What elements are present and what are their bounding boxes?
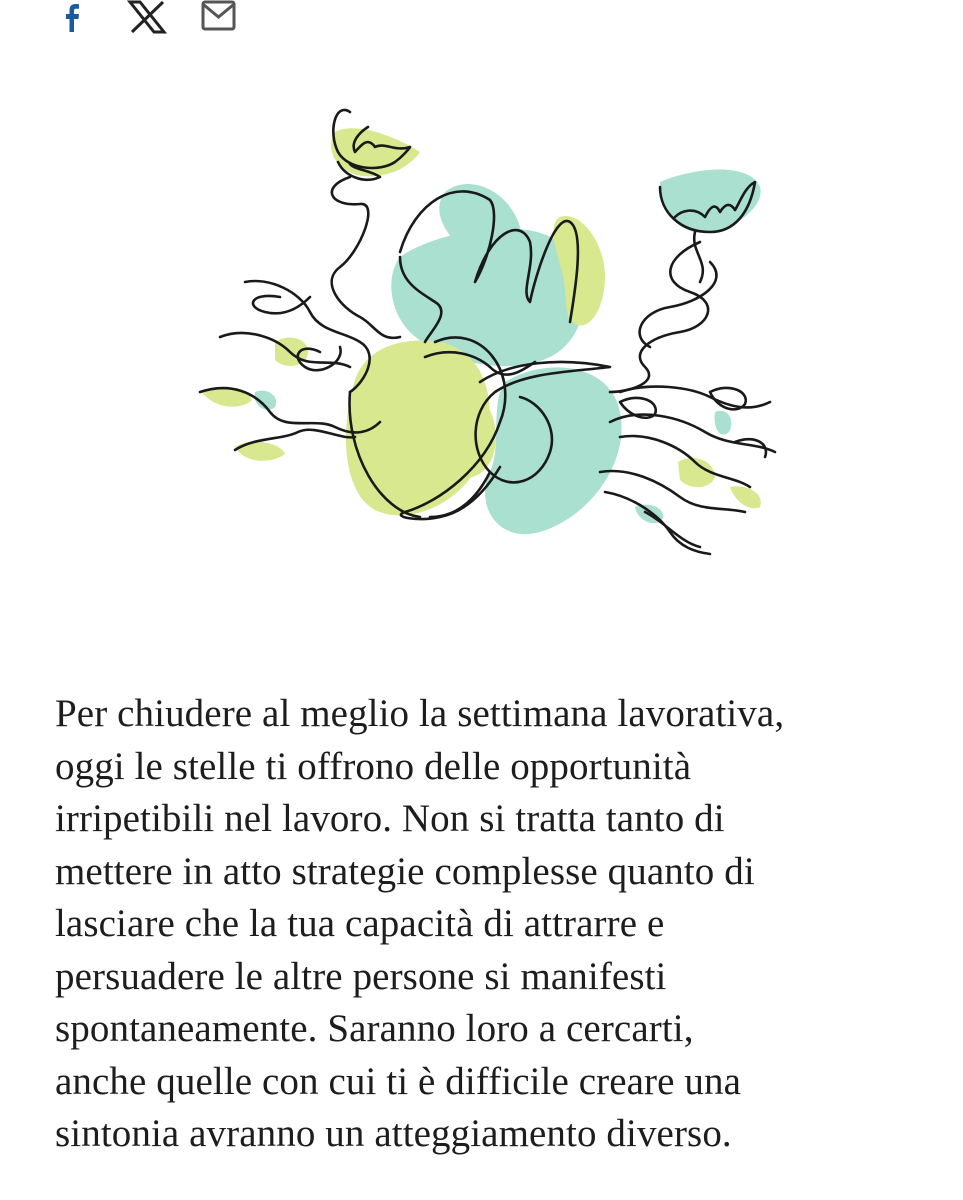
x-icon <box>126 0 168 36</box>
text-line: sintonia avranno un atteggiamento diverso. <box>55 1112 732 1155</box>
text-line: lasciare che la tua capacità di attrarre e <box>55 902 665 945</box>
illustration <box>190 92 790 572</box>
flower-line-art-illustration <box>190 92 790 572</box>
color-blobs <box>202 128 761 534</box>
x-share-button[interactable] <box>126 0 168 36</box>
text-line: spontaneamente. Saranno loro a cercarti, <box>55 1007 694 1050</box>
text-line: anche quelle con cui ti è difficile creare una <box>55 1059 742 1103</box>
text-line: mettere in atto strategie complesse quanto di <box>55 849 755 893</box>
email-share-button[interactable] <box>198 0 240 36</box>
facebook-share-button[interactable] <box>54 0 96 36</box>
share-bar <box>54 0 270 40</box>
text-line: irripetibili nel lavoro. Non si tratta tanto di <box>55 797 725 840</box>
facebook-icon <box>54 0 96 36</box>
horoscope-text <box>55 688 935 1161</box>
text-line: persuadere le altre persone si manifesti <box>55 954 667 998</box>
mail-icon <box>198 0 240 36</box>
text-line: Per chiudere al meglio la settimana lavorativa, <box>55 692 785 735</box>
text-line: oggi le stelle ti offrono delle opportunità <box>55 744 692 788</box>
